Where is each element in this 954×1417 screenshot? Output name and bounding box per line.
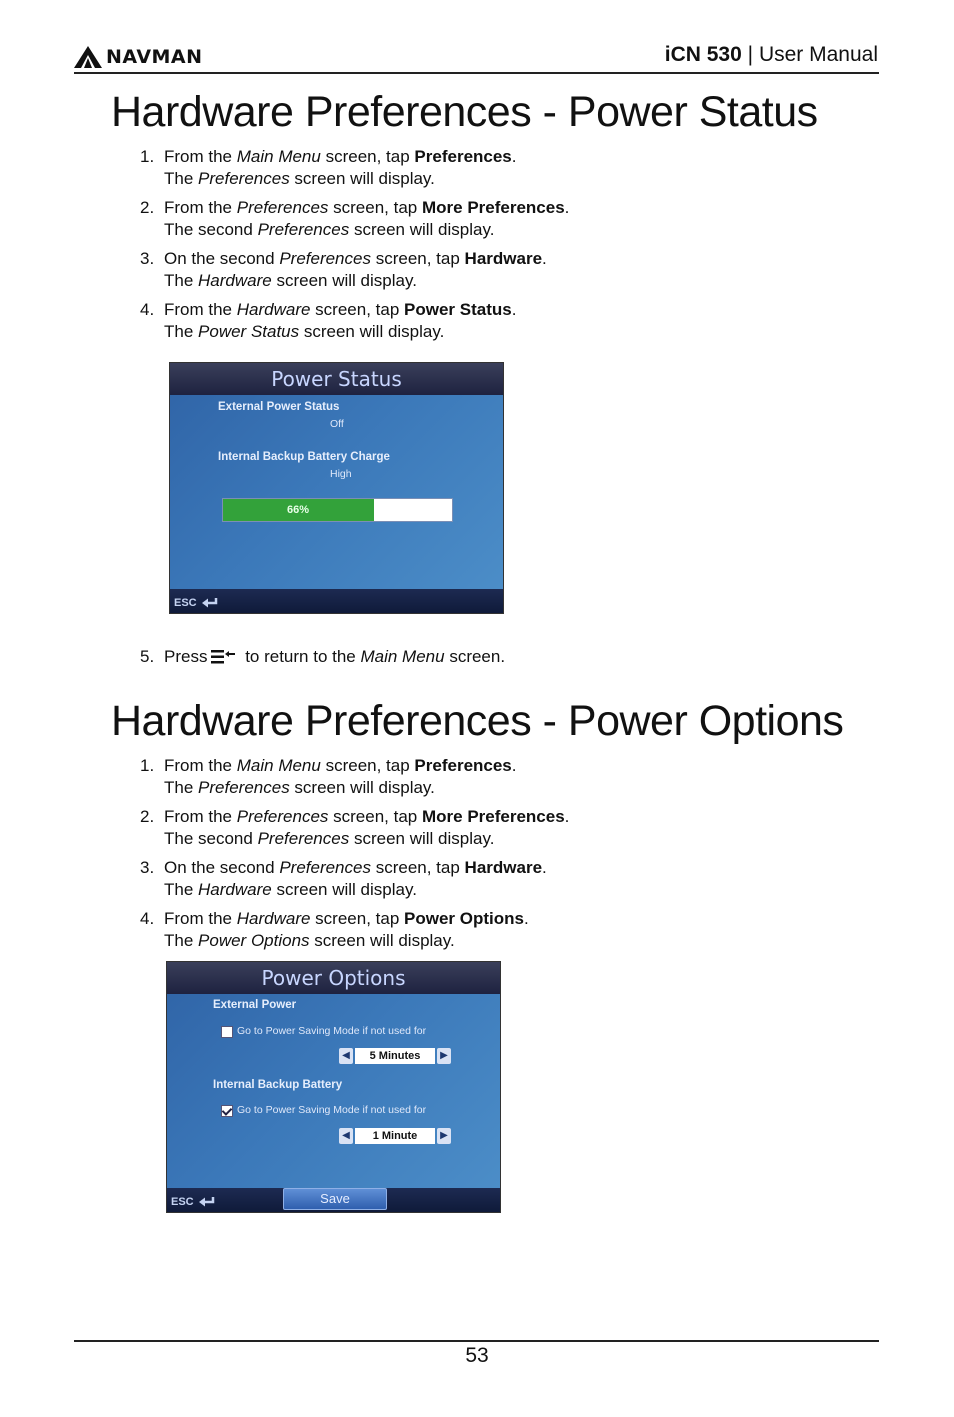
step-button-name: More Preferences (421, 807, 565, 826)
step-line-1 (164, 908, 569, 930)
power-status-screenshot (169, 362, 504, 614)
section-title-power-options: Hardware Preferences - Power Options (111, 697, 844, 745)
step-item (140, 857, 569, 901)
main-menu-return-icon (210, 649, 236, 665)
step-text: screen will display. (289, 778, 435, 797)
external-power-status-value: Off (330, 418, 344, 430)
step-screen-name: Preferences (257, 220, 350, 239)
steps-list-power-options (140, 755, 569, 959)
step-screen-name: Preferences (198, 778, 290, 797)
screen-bottom-bar (170, 589, 503, 613)
step-text: . (542, 858, 547, 877)
step-screen-name: Preferences (236, 198, 329, 217)
step-button-name: More Preferences (421, 198, 565, 217)
step-number: 2. (140, 807, 155, 826)
step-5-text-c: screen. (444, 647, 506, 666)
step-text: screen, tap (320, 147, 415, 166)
step-item (140, 248, 569, 292)
battery-progress-bar (222, 498, 453, 522)
step-text: screen, tap (370, 249, 465, 268)
step-line-1 (164, 299, 569, 321)
screen-bottom-bar (167, 1188, 500, 1212)
step-text: screen will display. (271, 880, 417, 899)
battery-progress-text: 66% (286, 504, 310, 516)
step-text: . (511, 300, 517, 319)
step-button-name: Power Status (404, 300, 512, 319)
step-text: On the second (164, 249, 280, 268)
step-text: . (523, 909, 529, 928)
step-text: screen will display. (271, 271, 417, 290)
external-power-spinner (339, 1048, 451, 1064)
step-text: On the second (164, 858, 280, 877)
step-screen-name: Hardware (236, 300, 311, 319)
step-button-name: Hardware (464, 858, 543, 877)
step-text: The (164, 880, 199, 899)
step-text: screen will display. (349, 220, 495, 239)
step-text: screen, tap (320, 756, 415, 775)
section-title-power-status: Hardware Preferences - Power Status (111, 88, 818, 136)
step-text: . (511, 756, 517, 775)
navman-logo (74, 46, 203, 68)
step-item (140, 908, 569, 952)
step-button-name: Preferences (414, 147, 512, 166)
step-screen-name: Preferences (279, 858, 371, 877)
step-text: screen, tap (328, 198, 422, 217)
external-power-value: 5 Minutes (355, 1048, 435, 1064)
step-item (140, 806, 569, 850)
esc-button[interactable] (171, 1196, 216, 1208)
step-line-1 (164, 197, 569, 219)
step-5 (140, 647, 505, 667)
step-text: screen, tap (328, 807, 422, 826)
step-screen-name: Preferences (279, 249, 371, 268)
step-text: . (511, 147, 517, 166)
step-text: From the (164, 909, 237, 928)
external-power-status-label: External Power Status (218, 401, 340, 413)
step-text: screen will display. (289, 169, 435, 188)
backup-battery-spinner (339, 1128, 451, 1144)
step-screen-name: Hardware (198, 271, 272, 290)
step-number: 2. (140, 198, 155, 217)
manual-label: User Manual (758, 43, 878, 66)
step-text: The second (164, 220, 258, 239)
step-number: 3. (140, 858, 155, 877)
step-screen-name: Hardware (198, 880, 272, 899)
header-title (665, 43, 878, 67)
esc-label: ESC (174, 597, 197, 609)
step-text: screen will display. (299, 322, 445, 341)
step-item (140, 299, 569, 343)
step-line-1 (164, 857, 569, 879)
step-text: screen, tap (310, 909, 405, 928)
esc-label: ESC (171, 1196, 194, 1208)
step-line-2 (164, 879, 569, 901)
step-number: 4. (140, 909, 155, 928)
spinner-right-arrow-icon[interactable]: ▶ (437, 1048, 451, 1064)
model-name: iCN 530 (664, 43, 742, 66)
step-item (140, 755, 569, 799)
step-text: screen, tap (310, 300, 405, 319)
step-text: screen will display. (349, 829, 495, 848)
step-text: From the (164, 147, 237, 166)
screen-title: Power Status (170, 363, 503, 395)
logo-text: NAVMAN (106, 46, 203, 68)
backup-battery-label: Internal Backup Battery Charge (218, 451, 390, 463)
page-number: 53 (465, 1344, 489, 1367)
step-line-2 (164, 828, 569, 850)
steps-list-power-status (140, 146, 569, 350)
external-power-checkbox[interactable] (221, 1026, 233, 1038)
step-text: screen will display. (309, 931, 455, 950)
spinner-right-arrow-icon[interactable]: ▶ (437, 1128, 451, 1144)
step-screen-name: Preferences (257, 829, 350, 848)
step-button-name: Power Options (404, 909, 524, 928)
step-text: . (564, 198, 570, 217)
step-line-2 (164, 321, 569, 343)
step-text: From the (164, 756, 237, 775)
esc-button[interactable] (174, 597, 219, 609)
step-number: 5. (140, 647, 155, 666)
header-separator: | (747, 43, 754, 66)
save-button[interactable]: Save (283, 1188, 387, 1210)
step-text: The second (164, 829, 258, 848)
step-screen-name: Power Status (198, 322, 300, 341)
step-text: . (564, 807, 570, 826)
step-text: From the (164, 300, 237, 319)
step-text: The (164, 931, 199, 950)
step-text: The (164, 778, 199, 797)
external-power-check-label: Go to Power Saving Mode if not used for (237, 1025, 427, 1037)
spinner-left-arrow-icon[interactable]: ◀ (339, 1048, 353, 1064)
step-text: screen, tap (370, 858, 465, 877)
step-5-text-b: to return to the (240, 647, 361, 666)
backup-battery-checkbox[interactable] (221, 1105, 233, 1117)
backup-battery-value: High (330, 468, 352, 480)
step-number: 1. (140, 756, 155, 775)
step-line-2 (164, 930, 569, 952)
step-screen-name: Main Menu (236, 756, 321, 775)
step-item (140, 146, 569, 190)
step-text: The (164, 169, 199, 188)
external-power-label: External Power (213, 999, 297, 1011)
step-screen-name: Main Menu (236, 147, 321, 166)
step-line-1 (164, 146, 569, 168)
backup-battery-label: Internal Backup Battery (213, 1079, 343, 1091)
backup-battery-check-label: Go to Power Saving Mode if not used for (237, 1104, 427, 1116)
step-screen-name: Preferences (198, 169, 290, 188)
spinner-left-arrow-icon[interactable]: ◀ (339, 1128, 353, 1144)
screen-title: Power Options (167, 962, 500, 994)
step-number: 1. (140, 147, 155, 166)
step-screen-name: Hardware (236, 909, 311, 928)
step-line-1 (164, 755, 569, 777)
step-line-1 (164, 806, 569, 828)
step-line-1 (164, 248, 569, 270)
step-number: 3. (140, 249, 155, 268)
power-options-screenshot (166, 961, 501, 1213)
step-line-2 (164, 219, 569, 241)
step-line-2 (164, 168, 569, 190)
step-text: The (164, 322, 199, 341)
footer-rule (74, 1340, 879, 1342)
step-text: From the (164, 198, 237, 217)
step-screen-name: Preferences (236, 807, 329, 826)
step-text: From the (164, 807, 237, 826)
header-rule (74, 72, 879, 74)
backup-battery-value: 1 Minute (355, 1128, 435, 1144)
step-5-text-a: Press (164, 647, 208, 666)
step-5-text-italic: Main Menu (360, 647, 445, 666)
step-text: . (542, 249, 547, 268)
return-arrow-icon (198, 1196, 216, 1208)
step-line-2 (164, 777, 569, 799)
step-button-name: Hardware (464, 249, 543, 268)
return-arrow-icon (201, 597, 219, 609)
step-number: 4. (140, 300, 155, 319)
step-button-name: Preferences (414, 756, 512, 775)
step-line-2 (164, 270, 569, 292)
step-screen-name: Power Options (198, 931, 310, 950)
step-text: The (164, 271, 199, 290)
step-item (140, 197, 569, 241)
navman-logo-icon (74, 46, 102, 68)
